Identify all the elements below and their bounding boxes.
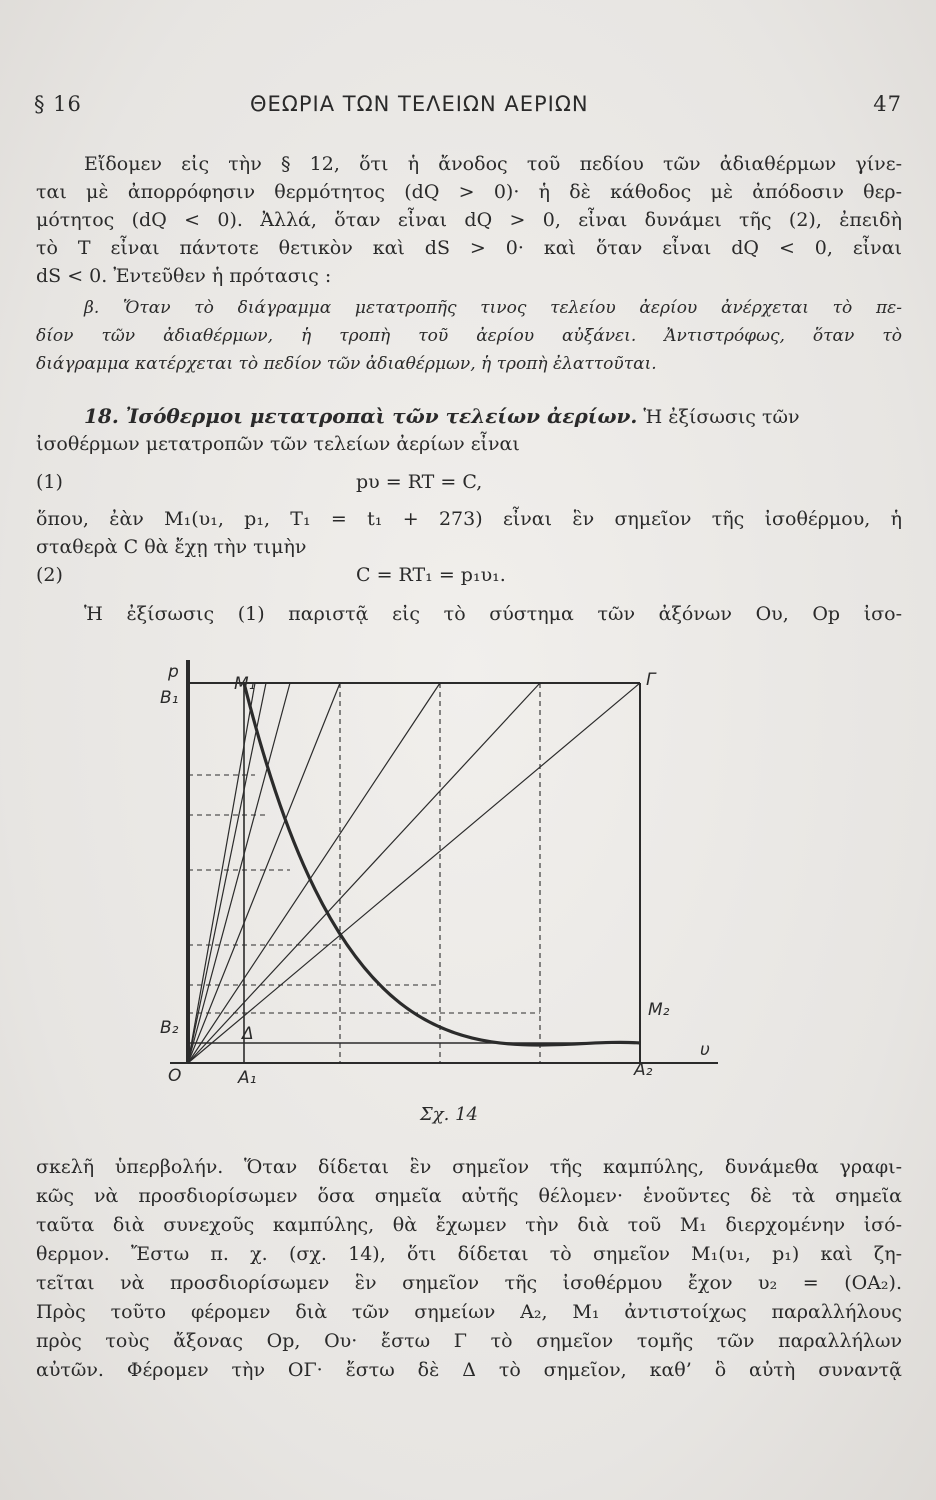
running-title: ΘΕΩΡΙΑ ΤΩΝ ΤΕΛΕΙΩΝ ΑΕΡΙΩΝ [250, 92, 589, 116]
label-p: p [168, 662, 179, 682]
section-number: § 16 [34, 92, 82, 116]
section-18 [36, 402, 902, 628]
text-line: διάγραμμα κατέρχεται τὸ πεδίον τῶν ἀδιαθέρμων, ἡ τροπὴ ἐλαττοῦται. [36, 354, 657, 374]
label-v: υ [700, 1040, 710, 1060]
equation-body: pυ = RT = C, [356, 471, 483, 493]
text-line: Ἡ ἐξίσωσις (1) παριστᾷ εἰς τὸ σύστημα τῶν ἀξόνων Oυ, Op ἰσο- [84, 603, 902, 625]
label-B1: B₁ [160, 688, 179, 708]
text-line: αὐτῶν. Φέρομεν τὴν OΓ· ἔστω δὲ Δ τὸ σημεῖον, καθ’ ὃ αὐτὴ συναντᾷ [36, 1359, 902, 1381]
equation-2 [36, 561, 902, 590]
section-heading: 18. Ἰσόθερμοι μετατροπαὶ τῶν τελείων ἀερίων. [84, 404, 638, 428]
text-line: μότητος (dQ < 0). Ἀλλά, ὅταν εἶναι dQ > 0, εἶναι δυνάμει τῆς (2), ἐπειδὴ [36, 209, 902, 231]
text-line: σκελῆ ὑπερβολήν. Ὅταν δίδεται ἓν σημεῖον τῆς καμπύλης, δυνάμεθα γραφι- [36, 1156, 902, 1178]
equation-1 [36, 468, 902, 497]
section-heading-line [36, 402, 902, 430]
isotherm-hyperbola [244, 683, 640, 1045]
label-O: O [168, 1066, 182, 1086]
equation-body: C = RT₁ = p₁υ₁. [356, 564, 506, 586]
text-line: dS < 0. Ἐντεῦθεν ἡ πρότασις : [36, 265, 332, 287]
text-line: τεῖται νὰ προσδιορίσωμεν ἓν σημεῖον τῆς ἰσοθέρμου ἔχον υ₂ = (OA₂). [36, 1272, 902, 1294]
text-line: ται μὲ ἀπορρόφησιν θερμότητος (dQ > 0)· ἡ δὲ κάθοδος μὲ ἀπόδοσιν θερ- [36, 181, 902, 203]
label-A1: A₁ [238, 1068, 257, 1088]
page-header [34, 92, 902, 122]
label-M2: M₂ [648, 1000, 670, 1020]
text-line: ἰσοθέρμων μετατροπῶν τῶν τελείων ἀερίων εἶναι [36, 433, 520, 455]
equation-number: (1) [36, 471, 63, 493]
label-A2: A₂ [634, 1060, 653, 1080]
text-line: β. Ὅταν τὸ διάγραμμα μετατροπῆς τινος τελείου ἀερίου ἀνέρχεται τὸ πε- [84, 298, 902, 318]
text-line: δίον τῶν ἀδιαθέρμων, ἡ τροπὴ τοῦ ἀερίου αὐξάνει. Ἀντιστρόφως, ὅταν τὸ [36, 326, 902, 346]
isotherm-diagram [150, 655, 750, 1095]
text-line: πρὸς τοὺς ἄξονας Op, Oυ· ἔστω Γ τὸ σημεῖον τομῆς τῶν παραλλήλων [36, 1330, 902, 1352]
label-B2: B₂ [160, 1018, 179, 1038]
text-line: ὅπου, ἐὰν M₁(υ₁, p₁, T₁ = t₁ + 273) εἶναι ἓν σημεῖον τῆς ἰσοθέρμου, ἡ [36, 508, 902, 530]
label-Delta: Δ [242, 1024, 254, 1044]
text-line: τὸ T εἶναι πάντοτε θετικὸν καὶ dS > 0· καὶ ὅταν εἶναι dQ < 0, εἶναι [36, 237, 902, 259]
top-paragraph [36, 150, 902, 290]
text-line: σταθερὰ C θὰ ἔχῃ τὴν τιμὴν [36, 536, 307, 558]
label-Gamma: Γ [646, 670, 656, 690]
bottom-paragraph [36, 1153, 902, 1385]
equation-number: (2) [36, 564, 63, 586]
label-M1: M₁ [234, 674, 256, 694]
text-line: Πρὸς τοῦτο φέρομεν διὰ τῶν σημείων A₂, M₁ ἀντιστοίχως παραλλήλους [36, 1301, 902, 1323]
text-line: θερμον. Ἔστω π. χ. (σχ. 14), ὅτι δίδεται τὸ σημεῖον M₁(υ₁, p₁) καὶ ζη- [36, 1243, 902, 1265]
proposition-beta [36, 294, 902, 378]
section-heading-rest: Ἡ ἐξίσωσις τῶν [637, 406, 800, 428]
page-number: 47 [873, 92, 902, 116]
figure-caption: Σχ. 14 [420, 1104, 478, 1125]
figure-14 [150, 655, 750, 1095]
construction-rays [188, 683, 640, 1063]
text-line: ταῦτα διὰ συνεχοῦς καμπύλης, θὰ ἔχωμεν τὴν διὰ τοῦ M₁ διερχομένην ἰσό- [36, 1214, 902, 1236]
text-line: κῶς νὰ προσδιορίσωμεν ὅσα σημεῖα αὐτῆς θέλομεν· ἑνοῦντες δὲ τὰ σημεῖα [36, 1185, 902, 1207]
text-line: Εἴδομεν εἰς τὴν § 12, ὅτι ἡ ἄνοδος τοῦ πεδίου τῶν ἀδιαθέρμων γίνε- [84, 153, 902, 175]
